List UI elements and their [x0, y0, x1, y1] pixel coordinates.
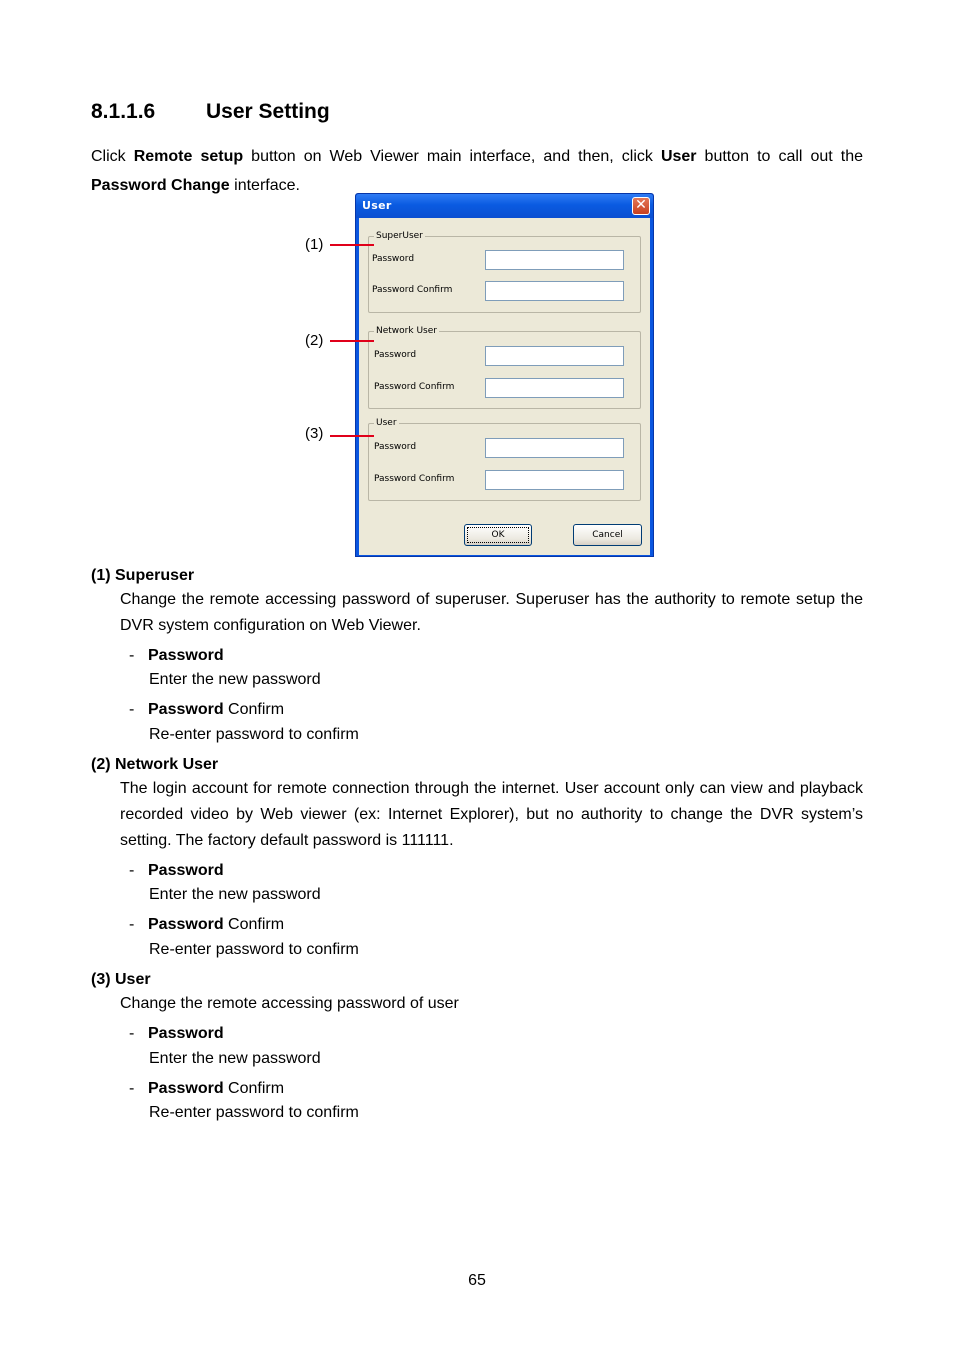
password-confirm-label: Password Confirm: [374, 382, 455, 392]
intro-bold-remote-setup: Remote setup: [133, 148, 244, 165]
user-password-confirm-input[interactable]: [485, 470, 624, 490]
bullet-bold: Password: [148, 862, 224, 879]
bullet-bold: Password: [148, 647, 224, 664]
user-heading: (3) User: [91, 971, 151, 988]
bullet-dash: -: [129, 1080, 135, 1097]
bullet-item: [129, 916, 284, 934]
network-user-heading: (2) Network User: [91, 756, 219, 773]
callout-2: (2): [305, 332, 324, 349]
network-user-password-confirm-input[interactable]: [485, 378, 624, 398]
superuser-heading: (1) Superuser: [91, 567, 195, 584]
bullet-dash: -: [129, 862, 135, 879]
intro-text: Click: [91, 148, 134, 165]
bullet-detail: Re-enter password to confirm: [149, 726, 359, 743]
bullet-item: [129, 1025, 224, 1043]
callout-2-leader-line: [330, 340, 374, 342]
password-label: Password: [372, 254, 415, 264]
intro-paragraph: [91, 142, 863, 200]
bullet-rest: Confirm: [223, 701, 285, 718]
bullet-bold: Password: [148, 1080, 224, 1097]
bullet-bold: Password: [148, 916, 224, 933]
user-password-input[interactable]: [485, 438, 624, 458]
dialog-client-area: [359, 218, 650, 555]
bullet-bold: Password: [148, 701, 224, 718]
bullet-item: [129, 647, 224, 665]
group-legend: SuperUser: [376, 231, 423, 241]
bullet-dash: -: [129, 1025, 135, 1042]
callout-1-leader-line: [330, 244, 374, 246]
intro-bold-password-change: Password Change: [91, 177, 230, 194]
user-description: Change the remote accessing password of user: [120, 995, 459, 1012]
intro-text: button to call out the: [696, 148, 864, 165]
bullet-dash: -: [129, 701, 135, 718]
bullet-dash: -: [129, 916, 135, 933]
superuser-password-confirm-input[interactable]: [485, 281, 624, 301]
superuser-description: Change the remote accessing password of superuser. Superuser has the authority to remote setup the DVR system configuration on Web Viewer.: [120, 591, 863, 634]
bullet-bold: Password: [148, 1025, 224, 1042]
bullet-rest: Confirm: [223, 916, 285, 933]
section-number: 8.1.1.6: [91, 100, 156, 123]
password-confirm-label: Password Confirm: [374, 474, 455, 484]
section-title: User Setting: [206, 100, 330, 123]
dialog-titlebar[interactable]: [356, 194, 653, 218]
bullet-detail: Enter the new password: [149, 671, 321, 688]
intro-bold-user: User: [660, 148, 697, 165]
password-label: Password: [374, 442, 417, 452]
network-user-description: The login account for remote connection through the internet. User account only can view and playback recorded video by Web viewer (ex: Internet Explorer), but no authority to change the DVR system’s setting. The factory default password is 111111.: [120, 780, 863, 849]
bullet-rest: Confirm: [223, 1080, 285, 1097]
bullet-detail: Enter the new password: [149, 886, 321, 903]
callout-3: (3): [305, 425, 324, 442]
dialog-title: User: [362, 199, 392, 212]
page-number: 65: [468, 1272, 486, 1289]
callout-1: (1): [305, 236, 324, 253]
superuser-group: [368, 231, 641, 313]
password-label: Password: [374, 350, 417, 360]
network-user-password-input[interactable]: [485, 346, 624, 366]
user-dialog: [355, 193, 654, 557]
bullet-detail: Re-enter password to confirm: [149, 941, 359, 958]
password-confirm-label: Password Confirm: [372, 285, 453, 295]
bullet-dash: -: [129, 647, 135, 664]
superuser-password-input[interactable]: [485, 250, 624, 270]
intro-text: interface.: [229, 177, 300, 194]
bullet-item: [129, 1080, 284, 1098]
network-user-group: [368, 326, 641, 409]
bullet-item: [129, 862, 224, 880]
bullet-item: [129, 701, 284, 719]
callout-3-leader-line: [330, 435, 374, 437]
user-group: [368, 418, 641, 501]
ok-button[interactable]: OK: [464, 524, 532, 546]
section-heading: [91, 100, 330, 124]
close-icon[interactable]: ✕: [632, 197, 650, 215]
group-legend: Network User: [376, 326, 437, 336]
intro-text: button on Web Viewer main interface, and then, click: [243, 148, 661, 165]
bullet-detail: Re-enter password to confirm: [149, 1104, 359, 1121]
bullet-detail: Enter the new password: [149, 1050, 321, 1067]
cancel-button[interactable]: Cancel: [573, 524, 642, 546]
group-legend: User: [376, 418, 397, 428]
